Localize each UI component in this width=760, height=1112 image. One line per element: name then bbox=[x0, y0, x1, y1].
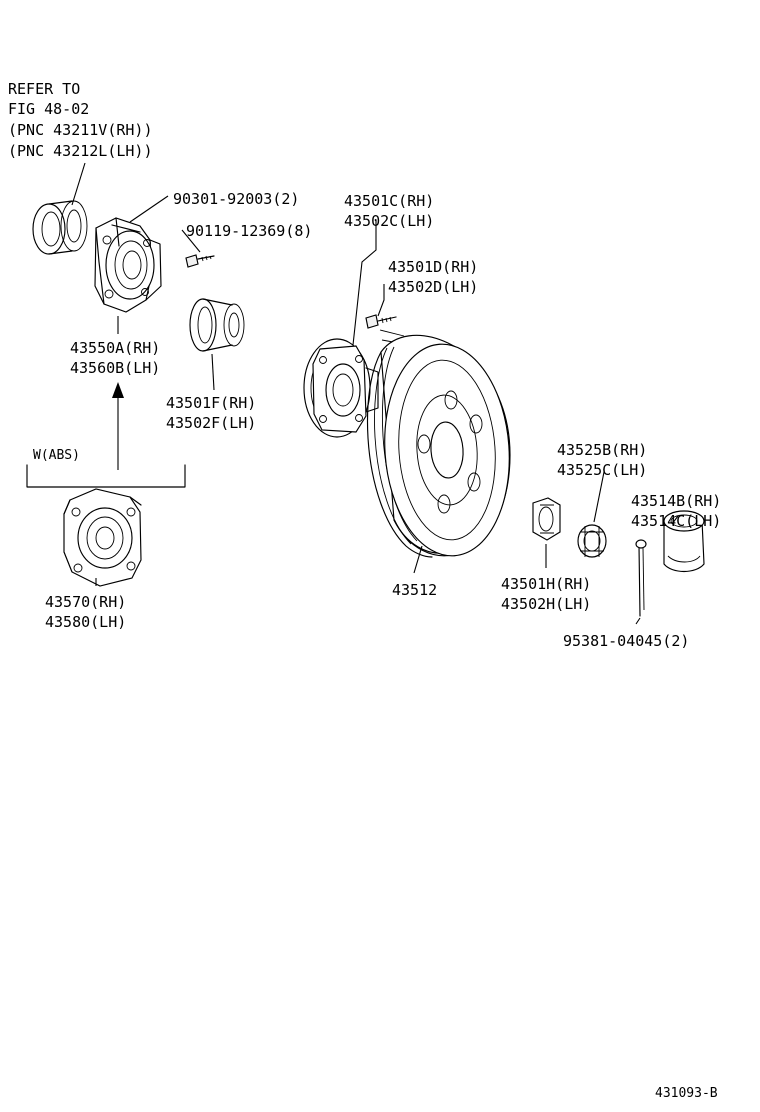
refer-to-line-4: (PNC 43212L(LH)) bbox=[8, 142, 153, 160]
front-hub-part bbox=[304, 339, 378, 437]
hub-bolt-part bbox=[186, 255, 214, 267]
part-label-43525c: 43525C(LH) bbox=[557, 461, 648, 479]
part-label-43580: 43580(LH) bbox=[45, 613, 127, 631]
bearing-nut-part bbox=[533, 498, 560, 540]
refer-to-line-1: REFER TO bbox=[8, 80, 81, 98]
abs-hub-part bbox=[27, 382, 185, 586]
oil-seal-part bbox=[33, 201, 87, 254]
part-label-43501h: 43501H(RH) bbox=[501, 575, 592, 593]
part-label-90119: 90119-12369(8) bbox=[186, 222, 313, 240]
part-label-43525b: 43525B(RH) bbox=[557, 441, 648, 459]
part-label-43502f: 43502F(LH) bbox=[166, 414, 257, 432]
part-label-43501c: 43501C(RH) bbox=[344, 192, 435, 210]
part-label-43514c: 43514C(LH) bbox=[631, 512, 722, 530]
part-label-43502d: 43502D(LH) bbox=[388, 278, 479, 296]
part-label-43502h: 43502H(LH) bbox=[501, 595, 592, 613]
wheel-bearing-part bbox=[190, 299, 244, 351]
part-label-43550a: 43550A(RH) bbox=[70, 339, 161, 357]
brake-disc-rotor-part bbox=[368, 335, 517, 560]
part-label-43501f: 43501F(RH) bbox=[166, 394, 257, 412]
part-label-43570: 43570(RH) bbox=[45, 593, 127, 611]
part-label-43502c: 43502C(LH) bbox=[344, 212, 435, 230]
abs-note-label: W(ABS) bbox=[33, 448, 80, 463]
refer-to-line-3: (PNC 43211V(RH)) bbox=[8, 121, 153, 139]
refer-to-line-2: FIG 48-02 bbox=[8, 100, 90, 118]
lock-washer-part bbox=[578, 525, 606, 557]
figure-code: 431093-B bbox=[655, 1086, 718, 1101]
part-label-95381: 95381-04045(2) bbox=[563, 632, 690, 650]
part-label-43501d: 43501D(RH) bbox=[388, 258, 479, 276]
part-label-43560b: 43560B(LH) bbox=[70, 359, 161, 377]
axle-hub-assembly-part bbox=[95, 218, 161, 312]
part-label-43514b: 43514B(RH) bbox=[631, 492, 722, 510]
cotter-pin-part bbox=[636, 540, 646, 616]
part-label-43512: 43512 bbox=[392, 581, 438, 599]
part-label-90301: 90301-92003(2) bbox=[173, 190, 300, 208]
